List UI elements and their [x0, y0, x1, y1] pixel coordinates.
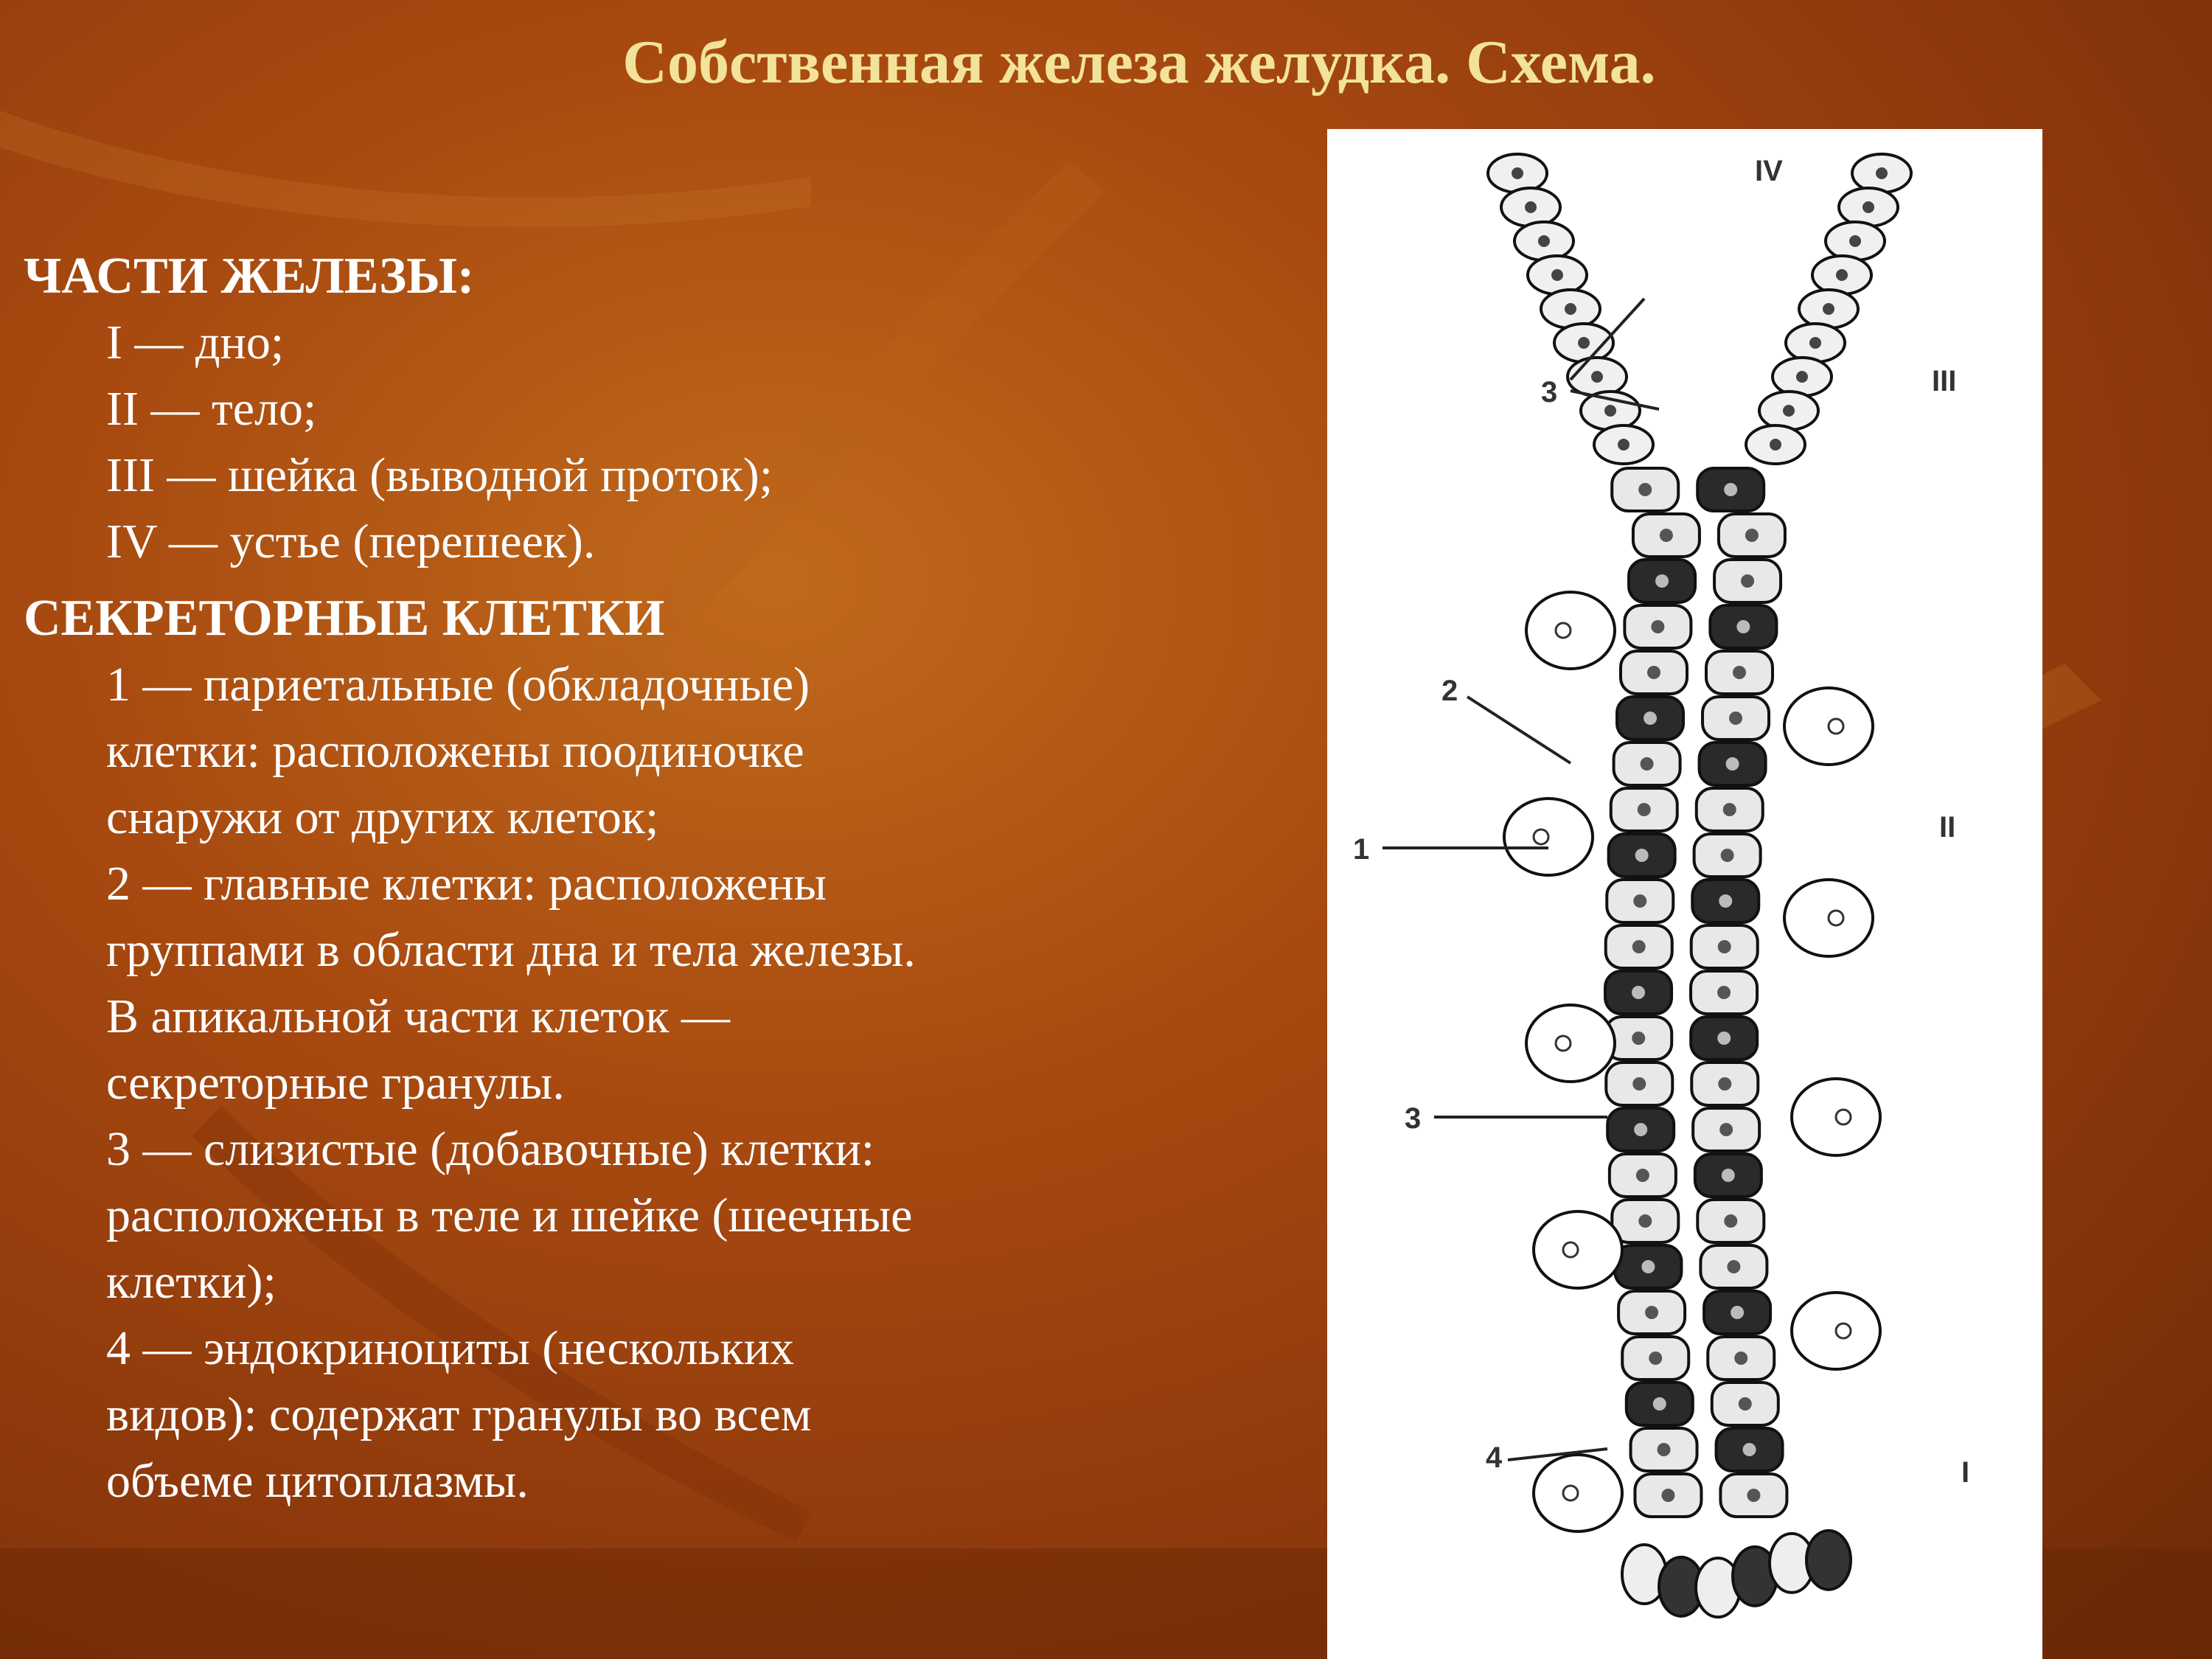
cell-nucleus [1578, 337, 1590, 349]
cell-nucleus [1653, 1397, 1666, 1411]
cell-nucleus [1736, 620, 1750, 633]
cell-line: В апикальной части клеток — [106, 990, 730, 1043]
cell-nucleus [1722, 1169, 1735, 1182]
cell-nucleus [1644, 712, 1657, 725]
cell-nucleus [1726, 757, 1739, 771]
callout-label-4: 4 [1486, 1441, 1503, 1474]
cell-nucleus [1632, 1077, 1646, 1091]
cell-nucleus [1632, 986, 1645, 999]
cell-nucleus [1724, 1214, 1737, 1228]
cell-nucleus [1849, 235, 1861, 247]
cell-nucleus [1647, 666, 1660, 679]
region-label-ii: II [1939, 811, 1956, 844]
cell-nucleus [1638, 1214, 1652, 1228]
cell-nucleus [1729, 712, 1742, 725]
callout-line [1467, 697, 1571, 763]
fundus-cell [1806, 1531, 1851, 1590]
part-item: IV — устье (перешеек). [106, 515, 596, 568]
cell-line: клетки); [106, 1255, 276, 1309]
part-item: II — тело; [106, 382, 317, 436]
parts-heading: ЧАСТИ ЖЕЛЕЗЫ: [24, 248, 475, 305]
cell-line: расположены в теле и шейке (шеечные [106, 1189, 913, 1242]
region-label-iii: III [1932, 365, 1957, 397]
cell-nucleus [1538, 235, 1550, 247]
cell-nucleus [1718, 1077, 1731, 1091]
cell-line: секреторные гранулы. [106, 1056, 565, 1110]
cell-nucleus [1591, 371, 1603, 383]
cells-heading: СЕКРЕТОРНЫЕ КЛЕТКИ [24, 590, 665, 647]
cell-nucleus [1660, 529, 1673, 542]
region-label-i: I [1961, 1456, 1970, 1489]
region-labels [1755, 155, 1969, 1489]
cell-nucleus [1836, 269, 1848, 281]
cell-nucleus [1551, 269, 1563, 281]
cell-nucleus [1745, 529, 1759, 542]
cell-nucleus [1634, 1123, 1647, 1136]
cell-line: 4 — эндокриноциты (нескольких [106, 1321, 795, 1375]
cell-nucleus [1633, 894, 1646, 908]
cell-nucleus [1723, 803, 1736, 816]
cell-nucleus [1747, 1489, 1760, 1502]
cell-line: видов): содержат гранулы во всем [106, 1388, 812, 1441]
cell-nucleus [1632, 940, 1646, 953]
cell-nucleus [1823, 303, 1834, 315]
cell-nucleus [1863, 201, 1874, 213]
gland-cells [1488, 154, 1911, 1617]
part-item: III — шейка (выводной проток); [106, 448, 773, 502]
cell-nucleus [1741, 574, 1754, 588]
cell-nucleus [1796, 371, 1808, 383]
callout-label-3-lower: 3 [1405, 1102, 1422, 1135]
cell-nucleus [1638, 483, 1652, 496]
cell-nucleus [1733, 666, 1746, 679]
cell-nucleus [1809, 337, 1821, 349]
cell-nucleus [1649, 1352, 1662, 1365]
cell-nucleus [1604, 405, 1616, 417]
cell-nucleus [1718, 940, 1731, 953]
cell-line: 2 — главные клетки: расположены [106, 857, 827, 911]
cell-nucleus [1641, 757, 1654, 771]
cell-line: клетки: расположены поодиночке [106, 724, 804, 778]
gastric-gland-diagram [1327, 129, 2042, 1659]
cell-line: группами в области дна и тела железы. [106, 923, 916, 977]
cell-nucleus [1525, 201, 1537, 213]
cell-nucleus [1638, 803, 1651, 816]
cell-nucleus [1719, 1123, 1733, 1136]
callout-label-3-upper: 3 [1541, 376, 1558, 408]
cell-nucleus [1770, 439, 1781, 451]
cell-nucleus [1727, 1260, 1740, 1273]
part-item: I — дно; [106, 316, 285, 369]
cell-nucleus [1717, 1032, 1731, 1045]
cell-nucleus [1651, 620, 1664, 633]
cell-nucleus [1739, 1397, 1752, 1411]
cell-nucleus [1632, 1032, 1645, 1045]
cell-nucleus [1783, 405, 1795, 417]
cell-line: 3 — слизистые (добавочные) клетки: [106, 1122, 875, 1176]
slide-title: Собственная железа желудка. Схема. [622, 28, 1656, 97]
cell-nucleus [1717, 986, 1731, 999]
cell-nucleus [1734, 1352, 1747, 1365]
cell-line: снаружи от других клеток; [106, 790, 659, 844]
cell-nucleus [1661, 1489, 1674, 1502]
cell-nucleus [1636, 1169, 1649, 1182]
cell-nucleus [1512, 167, 1523, 179]
cell-nucleus [1724, 483, 1737, 496]
gland-diagram-panel [1327, 129, 2042, 1659]
callout-label-1: 1 [1353, 833, 1370, 866]
cell-nucleus [1658, 1443, 1671, 1456]
description-text [24, 243, 1174, 1514]
cell-nucleus [1876, 167, 1888, 179]
cell-nucleus [1565, 303, 1576, 315]
cell-nucleus [1645, 1306, 1658, 1319]
cell-nucleus [1721, 849, 1734, 862]
cell-nucleus [1618, 439, 1630, 451]
cell-nucleus [1641, 1260, 1655, 1273]
cell-nucleus [1635, 849, 1649, 862]
cell-nucleus [1743, 1443, 1756, 1456]
cell-nucleus [1655, 574, 1669, 588]
cell-line: объеме цитоплазмы. [106, 1454, 529, 1508]
cell-line: 1 — париетальные (обкладочные) [106, 658, 810, 712]
region-label-iv: IV [1755, 155, 1783, 187]
cell-nucleus [1731, 1306, 1744, 1319]
callout-labels [1353, 376, 1557, 1474]
callout-label-2: 2 [1441, 675, 1458, 707]
cell-nucleus [1719, 894, 1732, 908]
